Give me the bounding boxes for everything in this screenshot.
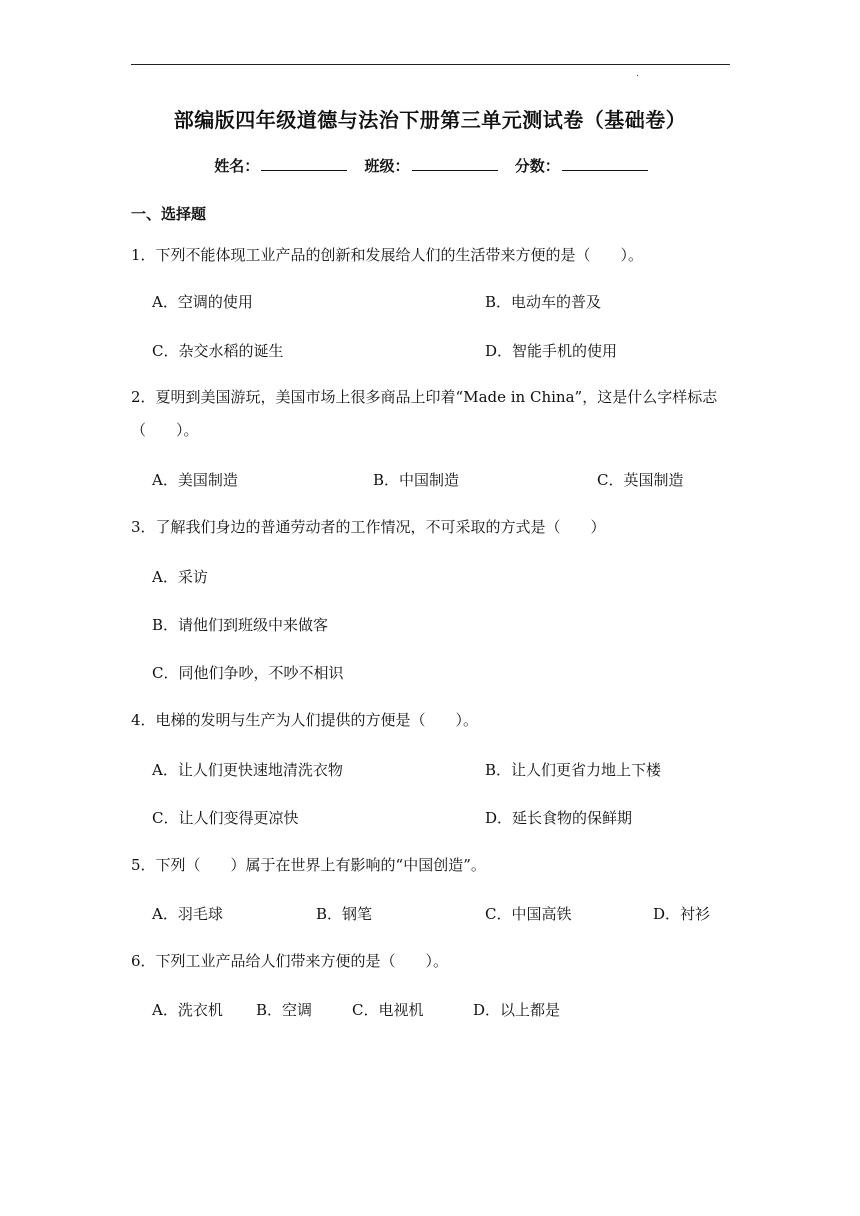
class-label: 班级：	[364, 157, 410, 175]
q6-option-a: A．洗衣机	[152, 1001, 223, 1019]
q4-option-d: D．延长食物的保鲜期	[485, 809, 633, 827]
q5-option-b: B．钢笔	[316, 905, 373, 923]
section-heading: 一、选择题	[131, 205, 207, 223]
q1-option-a: A．空调的使用	[152, 293, 253, 311]
header-dot: .	[636, 69, 639, 79]
question-4-stem: 4．电梯的发明与生产为人们提供的方便是（ ）。	[131, 711, 479, 729]
class-blank[interactable]	[412, 156, 498, 171]
score-label: 分数：	[514, 157, 560, 175]
question-3-stem: 3．了解我们身边的普通劳动者的工作情况，不可采取的方式是（ ）	[131, 518, 606, 536]
q2-option-b: B．中国制造	[373, 471, 460, 489]
name-label: 姓名：	[214, 157, 260, 175]
q4-option-a: A．让人们更快速地清洗衣物	[152, 761, 343, 779]
q5-option-c: C．中国高铁	[485, 905, 572, 923]
question-5-stem: 5．下列（ ）属于在世界上有影响的“中国创造”。	[131, 856, 486, 874]
question-1-stem: 1．下列不能体现工业产品的创新和发展给人们的生活带来方便的是（ ）。	[131, 246, 644, 264]
q1-option-c: C．杂交水稻的诞生	[152, 342, 284, 360]
q4-option-c: C．让人们变得更凉快	[152, 809, 299, 827]
q2-option-c: C．英国制造	[597, 471, 684, 489]
q2-option-a: A．美国制造	[152, 471, 238, 489]
question-2-stem: 2．夏明到美国游玩，美国市场上很多商品上印着“Made in China”，这是什么字样标志（ ）。	[131, 388, 718, 439]
question-6-stem: 6．下列工业产品给人们带来方便的是（ ）。	[131, 952, 449, 970]
q6-option-b: B．空调	[256, 1001, 313, 1019]
q3-option-a: A．采访	[152, 568, 208, 586]
student-info-line	[0, 155, 860, 176]
q4-option-b: B．让人们更省力地上下楼	[485, 761, 662, 779]
score-blank[interactable]	[562, 156, 648, 171]
q5-option-a: A．羽毛球	[152, 905, 223, 923]
q6-option-d: D．以上都是	[473, 1001, 561, 1019]
q1-option-d: D．智能手机的使用	[485, 342, 618, 360]
q3-option-c: C．同他们争吵，不吵不相识	[152, 664, 344, 682]
q1-option-b: B．电动车的普及	[485, 293, 602, 311]
header-rule	[131, 64, 730, 65]
q3-option-b: B．请他们到班级中来做客	[152, 616, 329, 634]
q6-option-c: C．电视机	[352, 1001, 424, 1019]
name-blank[interactable]	[261, 156, 347, 171]
q5-option-d: D．衬衫	[653, 905, 711, 923]
page-title: 部编版四年级道德与法治下册第三单元测试卷（基础卷）	[173, 108, 687, 132]
